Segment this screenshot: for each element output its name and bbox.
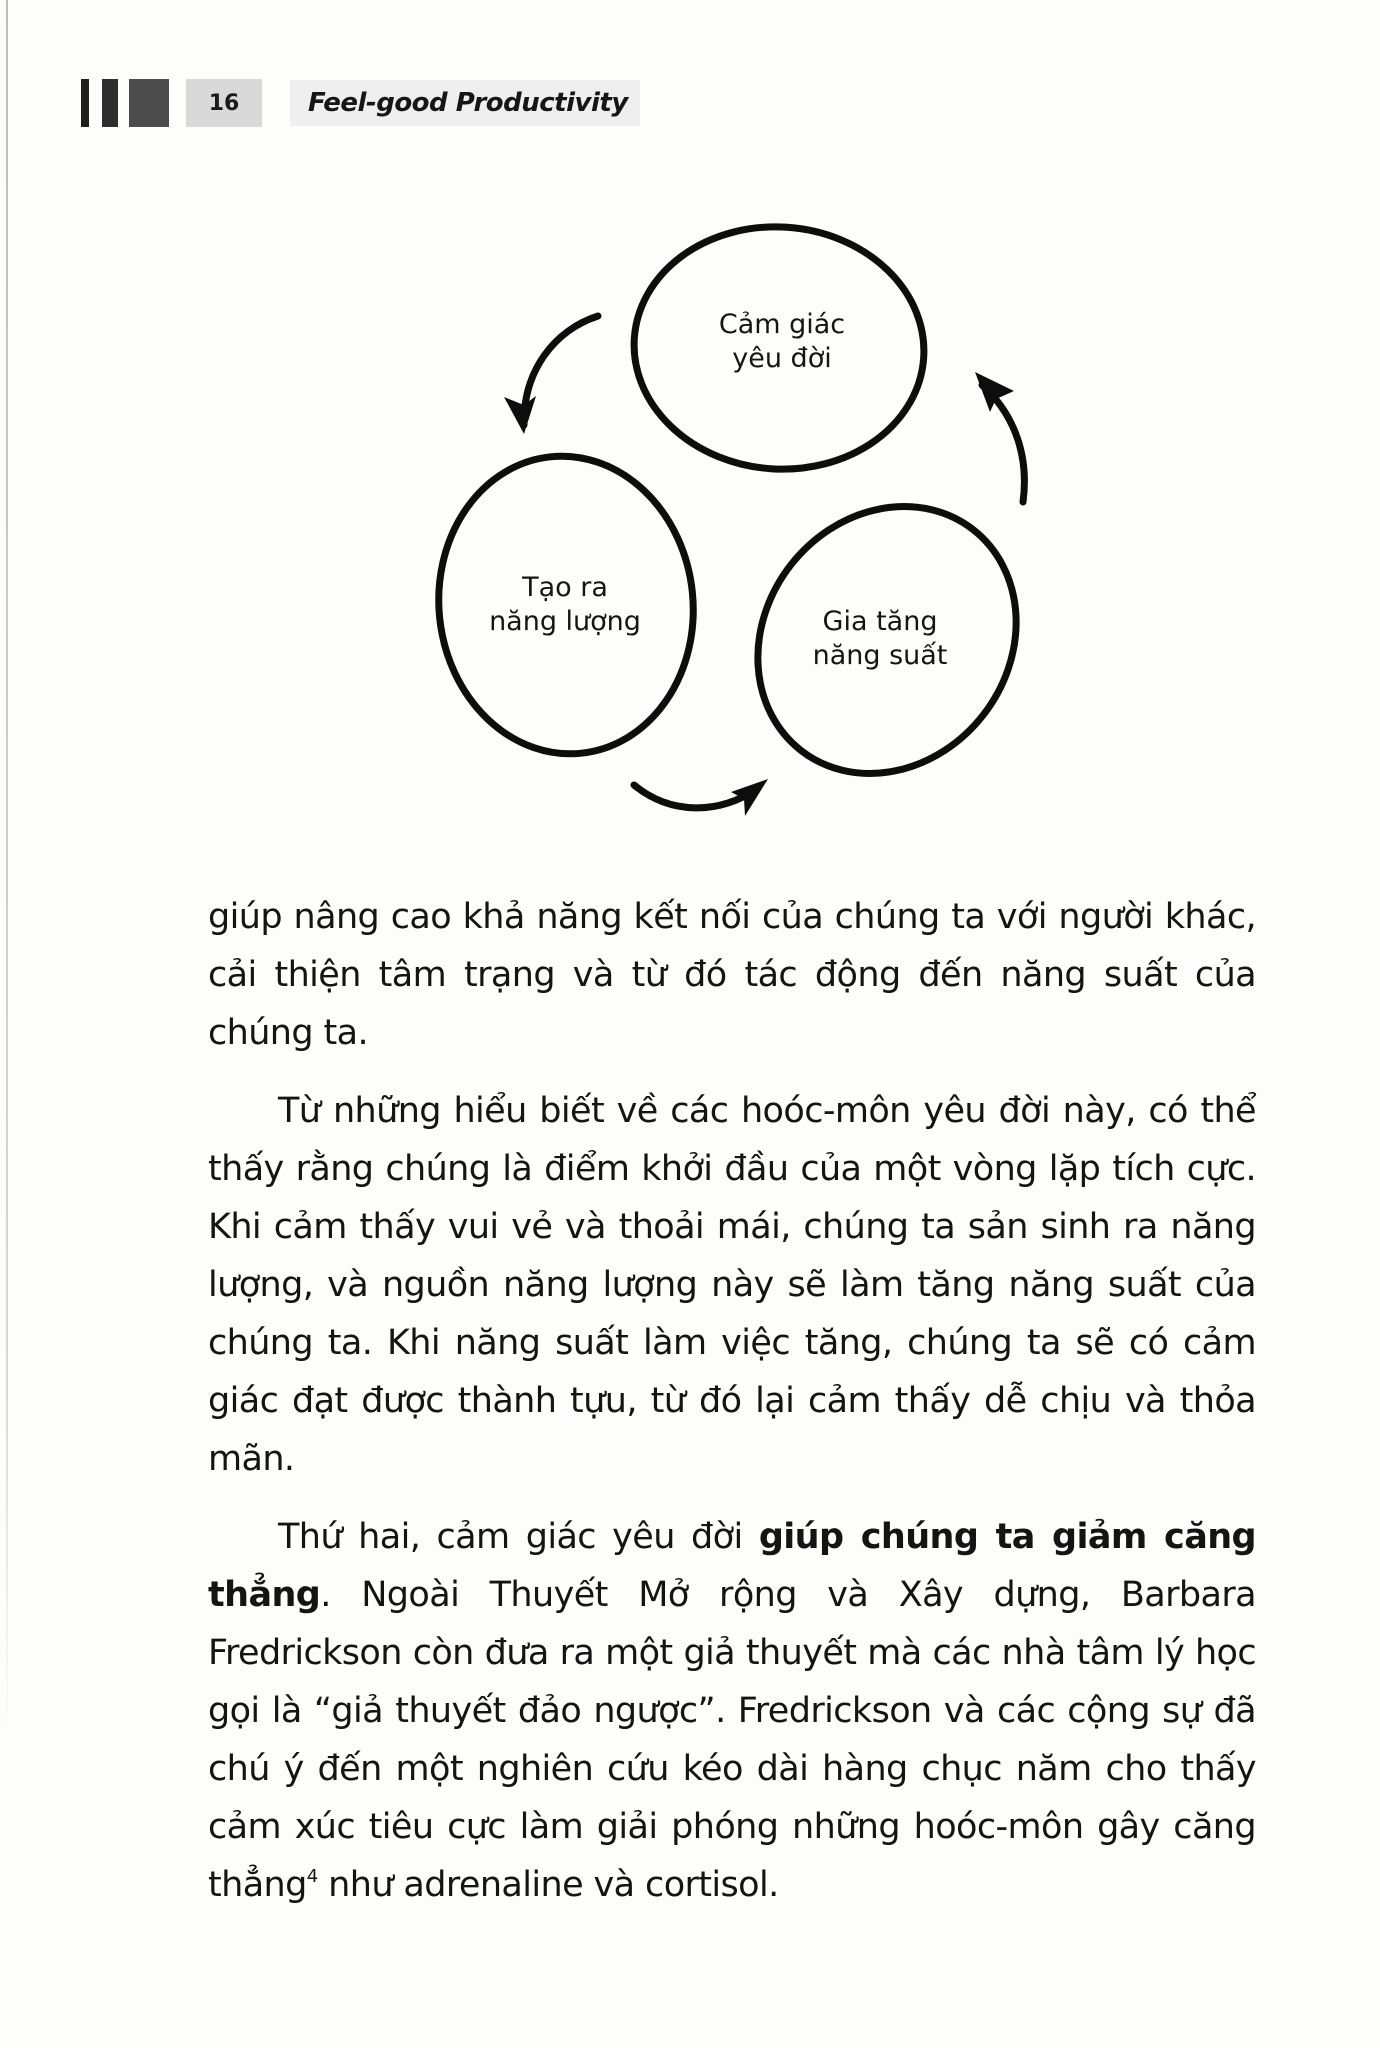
paragraph-text: Thứ hai, cảm giác yêu đời: [278, 1517, 759, 1557]
cycle-diagram: [0, 0, 1380, 860]
paragraph: Từ những hiểu biết về các hoóc-môn yêu đời này, có thể thấy rằng chúng là điểm khởi đầu của một vòng lặp tích cực. Khi cảm thấy vui vẻ và thoải mái, chúng ta sản sinh ra năng lượng, và nguồn năng lượng này sẽ làm tăng năng suất của chúng ta. Khi năng suất làm việc tăng, chúng ta sẽ có cảm giác đạt được thành tựu, từ đó lại cảm thấy dễ chịu và thỏa mãn.: [208, 1091, 1256, 1479]
page-number-text: 16: [208, 90, 240, 116]
arrowhead-icon: [975, 372, 1014, 412]
node-label-line: Tạo ra: [522, 572, 608, 603]
arrow-curve-icon: [524, 316, 598, 425]
paragraph: giúp nâng cao khả năng kết nối của chúng ta với người khác, cải thiện tâm trạng và từ đó tác động đến năng suất của chúng ta.: [208, 897, 1256, 1053]
body-text: [208, 888, 1256, 1934]
node-label-line: yêu đời: [732, 343, 832, 374]
paragraph-text: . Ngoài Thuyết Mở rộng và Xây dựng, Barbara Fredrickson còn đưa ra một giả thuyết mà các nhà tâm lý học gọi là “giả thuyết đảo ngược”. Fredrickson và các cộng sự đã chú ý đến một nghiên cứu kéo dài hàng chục năm cho thấy cảm xúc tiêu cực làm giải phóng những hoóc-môn gây căng thẳng: [208, 1575, 1256, 1905]
node-label-line: năng lượng: [489, 606, 641, 637]
footnote-marker: 4: [306, 1866, 318, 1887]
arrowhead-icon: [504, 396, 536, 434]
node-label-left: [455, 571, 675, 639]
node-label-top: [672, 308, 892, 376]
cycle-diagram-graphic: [0, 0, 1380, 860]
paragraph-text: như adrenaline và cortisol.: [317, 1865, 779, 1905]
paragraph: [208, 1508, 1256, 1914]
book-title: Feel-good Productivity: [308, 88, 628, 118]
node-label-line: Cảm giác: [718, 309, 846, 340]
node-label-right: [770, 605, 990, 673]
node-label-line: Gia tăng: [822, 606, 938, 637]
node-label-line: năng suất: [812, 640, 948, 671]
bold-emphasis: giúp chúng ta giảm căng thẳng: [208, 1517, 1256, 1615]
